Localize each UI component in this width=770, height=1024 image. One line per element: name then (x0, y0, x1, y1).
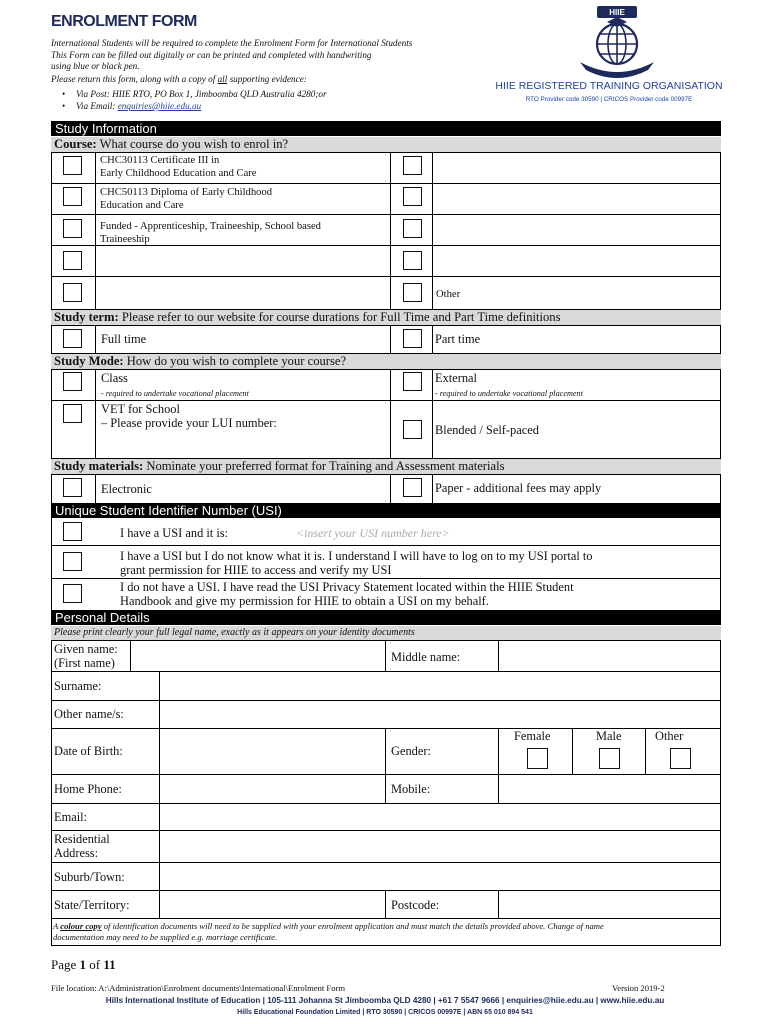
section-study-information: Study Information (51, 121, 721, 136)
divider (51, 578, 721, 579)
enquiries-email-link[interactable]: enquiries@hiie.edu.au (117, 101, 202, 111)
male-label: Male (596, 729, 622, 743)
divider (390, 369, 391, 458)
page-mid: of (86, 957, 104, 972)
course2-label (100, 186, 272, 212)
external-label: External (435, 371, 477, 385)
vet-for-school-label (101, 402, 277, 430)
intro-line: using blue or black pen. (51, 61, 140, 71)
usi-known-checkbox[interactable] (63, 522, 82, 541)
home-phone-field[interactable] (160, 775, 385, 803)
given-name-line: Given name: (54, 642, 118, 656)
electronic-checkbox[interactable] (63, 478, 82, 497)
usi-unknown-line: I have a USI but I do not know what it is. I understand I will have to log on to my USI portal to (120, 549, 593, 563)
course-question (51, 137, 721, 152)
other-names-field[interactable] (160, 701, 720, 728)
other-names-label: Other name/s: (54, 707, 124, 721)
given-name-line: (First name) (54, 656, 115, 670)
course5-checkbox[interactable] (63, 283, 82, 302)
usi-none-checkbox[interactable] (63, 584, 82, 603)
divider (95, 152, 96, 309)
residential-address-field[interactable] (160, 831, 720, 862)
dob-field[interactable] (160, 729, 385, 774)
divider (51, 152, 721, 153)
section-personal-details: Personal Details (51, 610, 721, 625)
divider (51, 183, 721, 184)
divider (720, 474, 721, 503)
materials-label: Study materials: (54, 459, 144, 473)
usi-none-label (120, 580, 574, 608)
mode-label: Study Mode: (54, 354, 124, 368)
course-question-text: What course do you wish to enrol in? (96, 137, 289, 151)
middle-name-field[interactable] (499, 641, 720, 671)
divider (720, 369, 721, 458)
middle-name-label: Middle name: (391, 650, 461, 664)
course2-checkbox[interactable] (63, 187, 82, 206)
form-title: ENROLMENT FORM (51, 13, 197, 30)
full-time-label: Full time (101, 332, 147, 346)
term-question-text: Please refer to our website for course durations for Full Time and Part Time definitions (118, 310, 561, 324)
other-gender-checkbox[interactable] (670, 748, 691, 769)
divider (95, 325, 96, 353)
class-checkbox[interactable] (63, 372, 82, 391)
divider (720, 518, 721, 610)
course3-checkbox[interactable] (63, 219, 82, 238)
divider (51, 945, 721, 946)
term-label: Study term: (54, 310, 119, 324)
page-indicator (51, 957, 116, 973)
materials-question-text: Nominate your preferred format for Training and Assessment materials (143, 459, 505, 473)
paper-checkbox[interactable] (403, 478, 422, 497)
personal-instruction: Please print clearly your full legal name, exactly as it appears on your identity documents (51, 626, 721, 640)
page-pre: Page (51, 957, 80, 972)
suburb-field[interactable] (160, 863, 720, 890)
divider (432, 152, 433, 309)
note-colour-copy: colour copy (60, 921, 102, 931)
divider (51, 325, 52, 353)
course7-checkbox[interactable] (403, 187, 422, 206)
given-name-field[interactable] (131, 641, 385, 671)
email-method (60, 100, 327, 112)
email-field[interactable] (160, 804, 720, 830)
postcode-field[interactable] (499, 891, 720, 918)
identification-note (53, 921, 721, 943)
rto-name: HIIE REGISTERED TRAINING ORGANISATION (495, 80, 723, 92)
external-checkbox[interactable] (403, 372, 422, 391)
return-instruction (51, 74, 491, 86)
course2-line: CHC50113 Diploma of Early Childhood (100, 187, 273, 198)
course3-label (100, 220, 321, 246)
gender-label: Gender: (391, 744, 431, 758)
note-pre: A (53, 921, 61, 931)
male-checkbox[interactable] (599, 748, 620, 769)
divider (720, 152, 721, 309)
divider (385, 728, 386, 803)
course-other-checkbox[interactable] (403, 283, 422, 302)
residential-address-label (54, 832, 110, 860)
rto-registration (490, 80, 728, 103)
return-methods (60, 88, 327, 112)
state-label: State/Territory: (54, 898, 130, 912)
divider (572, 728, 573, 774)
post-method: • Via Post: HIIE RTO, PO Box 1, Jimboomba QLD Australia 4280;or (60, 88, 327, 100)
divider (51, 152, 52, 309)
email-method-label: Via Email: (76, 101, 118, 111)
file-location: File location: A:\Administration\Enrolment documents\International\Enrolment Form (51, 983, 346, 993)
other-gender-label: Other (655, 729, 684, 743)
usi-number-input[interactable]: <insert your USI number here> (296, 526, 450, 540)
divider (390, 474, 391, 503)
course1-line: Early Childhood Education and Care (100, 168, 257, 180)
vet-line: VET for School (101, 402, 180, 416)
intro-line: International Students will be required to complete the Enrolment Form for International Students (51, 38, 413, 48)
suburb-label: Suburb/Town: (54, 870, 125, 884)
female-checkbox[interactable] (527, 748, 548, 769)
usi-none-line: Handbook and give my permission for HIIE to obtain a USI on my behalf. (120, 594, 489, 608)
divider (51, 918, 721, 919)
intro-line: This Form can be filled out digitally or can be printed and completed with handwriting (51, 49, 372, 60)
divider (432, 325, 433, 353)
divider (51, 369, 721, 370)
mode-question-text: How do you wish to complete your course? (123, 354, 347, 368)
hiie-globe-logo (574, 4, 660, 80)
residential-line: Address: (54, 846, 99, 860)
divider (95, 369, 96, 458)
usi-unknown-label (120, 549, 593, 577)
divider (432, 474, 433, 503)
mobile-label: Mobile: (391, 782, 431, 796)
usi-known-label: I have a USI and it is: (120, 526, 229, 540)
divider (645, 728, 646, 774)
course4-checkbox[interactable] (63, 251, 82, 270)
divider (432, 369, 433, 458)
blended-label: Blended / Self-paced (435, 423, 539, 437)
course-other-label: Other (436, 289, 461, 300)
state-field[interactable] (160, 891, 385, 918)
given-name-label (54, 642, 118, 670)
return-all: all (217, 73, 228, 84)
divider (51, 276, 721, 277)
course6-checkbox[interactable] (403, 156, 422, 175)
divider (51, 545, 721, 546)
divider (51, 369, 52, 458)
email-label: Email: (54, 810, 88, 824)
residential-line: Residential (54, 832, 110, 846)
note-line: documentation may need to be supplied e.g. marriage certificate. (53, 932, 278, 942)
divider (51, 474, 721, 475)
course3-line: Funded - Apprenticeship, Traineeship, School based (100, 221, 321, 232)
paper-label: Paper - additional fees may apply (435, 481, 602, 495)
usi-unknown-line: grant permission for HIIE to access and verify my USI (120, 563, 392, 577)
class-label: Class (101, 371, 128, 385)
note-line: of identification documents will need to be supplied with your enrolment application and must match the details provided above. Change of name (101, 921, 604, 931)
divider (385, 640, 386, 671)
home-phone-label: Home Phone: (54, 782, 122, 796)
intro-text (51, 38, 491, 85)
return-post: supporting evidence: (227, 73, 307, 84)
divider (720, 325, 721, 353)
institute-address: Hills International Institute of Education | 105-111 Johanna St Jimboomba QLD 4280 | +61 7 5547 9666 | enquiries@hiie.edu.au | www.hiie.edu.au (105, 996, 665, 1005)
divider (51, 325, 721, 326)
page-number: 1 (79, 957, 87, 972)
dob-label: Date of Birth: (54, 744, 123, 758)
page-total: 11 (103, 957, 116, 972)
postcode-label: Postcode: (391, 898, 440, 912)
divider (51, 214, 721, 215)
divider (720, 640, 721, 945)
return-pre: Please return this form, along with a copy of (51, 73, 218, 84)
study-mode-question (51, 354, 721, 369)
course3-line: Traineeship (100, 234, 150, 246)
rto-codes: RTO Provider code 30590 | CRICOS Provider code 00997E (525, 96, 693, 103)
electronic-label: Electronic (101, 482, 152, 496)
mobile-field[interactable] (499, 775, 720, 803)
divider (51, 474, 52, 503)
part-time-checkbox[interactable] (403, 329, 422, 348)
usi-none-line: I do not have a USI. I have read the USI Privacy Statement located within the HIIE Student (120, 580, 574, 594)
part-time-label: Part time (435, 332, 481, 346)
blended-checkbox[interactable] (403, 420, 422, 439)
course1-label (100, 154, 257, 180)
vet-line: – Please provide your LUI number: (101, 416, 277, 430)
divider (51, 518, 52, 610)
divider (385, 890, 386, 918)
surname-field[interactable] (160, 672, 720, 700)
divider (390, 325, 391, 353)
course2-line: Education and Care (100, 200, 184, 212)
divider (390, 152, 391, 309)
surname-label: Surname: (54, 679, 102, 693)
foundation-details: Hills Educational Foundation Limited | RTO 30590 | CRICOS 00997E | ABN 65 010 894 541 (237, 1009, 533, 1016)
divider (95, 474, 96, 503)
divider (51, 640, 52, 945)
course8-checkbox[interactable] (403, 219, 422, 238)
usi-unknown-checkbox[interactable] (63, 552, 82, 571)
section-usi: Unique Student Identifier Number (USI) (51, 503, 721, 518)
vet-for-school-checkbox[interactable] (63, 404, 82, 423)
logo-text: HIIE (609, 8, 625, 17)
female-label: Female (514, 729, 551, 743)
course1-checkbox[interactable] (63, 156, 82, 175)
course-label: Course: (54, 137, 97, 151)
course1-line: CHC30113 Certificate III in (100, 155, 220, 166)
study-term-question (51, 310, 721, 325)
course9-checkbox[interactable] (403, 251, 422, 270)
class-note: - required to undertake vocational placement (101, 389, 249, 398)
external-note: - required to undertake vocational placement (435, 389, 583, 398)
version: Version 2019-2 (612, 983, 665, 993)
full-time-checkbox[interactable] (63, 329, 82, 348)
study-materials-question (51, 459, 721, 474)
